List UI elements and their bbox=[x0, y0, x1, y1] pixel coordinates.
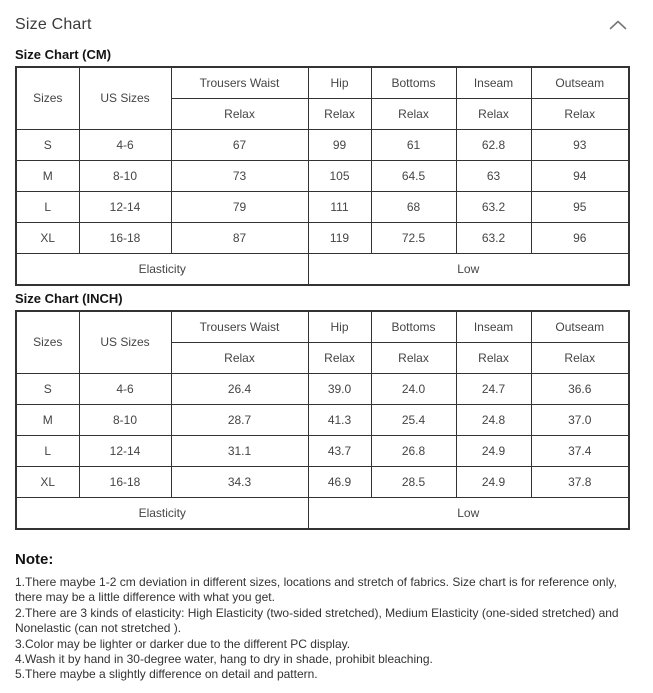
table-row bbox=[16, 191, 629, 222]
cell-value: 28.5 bbox=[371, 466, 456, 497]
cell-fit: Relax bbox=[171, 342, 308, 373]
cell-size: XL bbox=[16, 222, 79, 253]
table-caption-inch: Size Chart (INCH) bbox=[15, 291, 123, 306]
table-footer-row bbox=[16, 497, 629, 529]
cell-value: 63.2 bbox=[456, 191, 531, 222]
cell-fit: Relax bbox=[371, 98, 456, 129]
cell-value: 37.0 bbox=[531, 404, 629, 435]
cell-value: 105 bbox=[308, 160, 371, 191]
cell-value: 24.8 bbox=[456, 404, 531, 435]
cell-measure-header: Bottoms bbox=[371, 311, 456, 342]
size-chart-inch-table bbox=[15, 310, 630, 530]
cell-value: 64.5 bbox=[371, 160, 456, 191]
cell-value: 79 bbox=[171, 191, 308, 222]
cell-value: 67 bbox=[171, 129, 308, 160]
cell-fit: Relax bbox=[371, 342, 456, 373]
cell-measure-header: Trousers Waist bbox=[171, 311, 308, 342]
cell-value: 119 bbox=[308, 222, 371, 253]
note-title: Note: bbox=[15, 551, 54, 568]
table-header-row bbox=[16, 311, 629, 342]
cell-us-size: 16-18 bbox=[79, 466, 171, 497]
table-row bbox=[16, 435, 629, 466]
cell-value: 73 bbox=[171, 160, 308, 191]
cell-value: 41.3 bbox=[308, 404, 371, 435]
cell-value: 99 bbox=[308, 129, 371, 160]
cell-value: 93 bbox=[531, 129, 629, 160]
cell-us-size: 4-6 bbox=[79, 129, 171, 160]
table-caption-cm: Size Chart (CM) bbox=[15, 47, 112, 62]
size-chart-header-bar[interactable] bbox=[15, 16, 628, 34]
cell-elasticity-label: Elasticity bbox=[16, 253, 308, 285]
cell-measure-header: Outseam bbox=[531, 311, 629, 342]
cell-measure-header: Hip bbox=[308, 67, 371, 98]
cell-fit: Relax bbox=[171, 98, 308, 129]
cell-value: 24.0 bbox=[371, 373, 456, 404]
cell-fit: Relax bbox=[531, 342, 629, 373]
cell-value: 36.6 bbox=[531, 373, 629, 404]
cell-value: 46.9 bbox=[308, 466, 371, 497]
table-row bbox=[16, 466, 629, 497]
cell-size: XL bbox=[16, 466, 79, 497]
cell-us-size: 4-6 bbox=[79, 373, 171, 404]
note-item: 1.There maybe 1-2 cm deviation in different sizes, locations and stretch of fabrics. Size chart is for reference only, there may be a little difference with what you get. bbox=[15, 575, 617, 605]
cell-value: 24.9 bbox=[456, 435, 531, 466]
cell-measure-header: Hip bbox=[308, 311, 371, 342]
table-footer-row bbox=[16, 253, 629, 285]
size-chart-cm-table bbox=[15, 66, 630, 286]
cell-us-size: 16-18 bbox=[79, 222, 171, 253]
note-item: 2.There are 3 kinds of elasticity: High Elasticity (two-sided stretched), Medium Elasticity (one-sided stretched) and Nonelastic (can not stretched ). bbox=[15, 605, 619, 636]
cell-value: 72.5 bbox=[371, 222, 456, 253]
cell-value: 34.3 bbox=[171, 466, 308, 497]
panel-title: Size Chart bbox=[15, 16, 92, 33]
cell-value: 24.9 bbox=[456, 466, 531, 497]
cell-value: 94 bbox=[531, 160, 629, 191]
note-item: 4.Wash it by hand in 30-degree water, hang to dry in shade, prohibit bleaching. bbox=[15, 652, 433, 667]
cell-size: M bbox=[16, 404, 79, 435]
cell-measure-header: Outseam bbox=[531, 67, 629, 98]
cell-value: 63.2 bbox=[456, 222, 531, 253]
cell-size: S bbox=[16, 129, 79, 160]
table-header-row bbox=[16, 67, 629, 98]
cell-measure-header: Inseam bbox=[456, 311, 531, 342]
cell-us-sizes-header: US Sizes bbox=[79, 311, 171, 373]
cell-value: 61 bbox=[371, 129, 456, 160]
cell-value: 43.7 bbox=[308, 435, 371, 466]
cell-sizes-header: Sizes bbox=[16, 67, 79, 129]
cell-fit: Relax bbox=[308, 342, 371, 373]
cell-size: S bbox=[16, 373, 79, 404]
cell-elasticity-value: Low bbox=[308, 497, 629, 529]
cell-fit: Relax bbox=[308, 98, 371, 129]
cell-value: 24.7 bbox=[456, 373, 531, 404]
table-row bbox=[16, 373, 629, 404]
cell-value: 28.7 bbox=[171, 404, 308, 435]
cell-measure-header: Bottoms bbox=[371, 67, 456, 98]
cell-value: 62.8 bbox=[456, 129, 531, 160]
cell-us-size: 12-14 bbox=[79, 191, 171, 222]
cell-size: M bbox=[16, 160, 79, 191]
cell-fit: Relax bbox=[531, 98, 629, 129]
table-row bbox=[16, 404, 629, 435]
note-section bbox=[15, 551, 645, 683]
cell-size: L bbox=[16, 435, 79, 466]
cell-elasticity-label: Elasticity bbox=[16, 497, 308, 529]
cell-us-size: 12-14 bbox=[79, 435, 171, 466]
cell-size: L bbox=[16, 191, 79, 222]
cell-measure-header: Trousers Waist bbox=[171, 67, 308, 98]
cell-fit: Relax bbox=[456, 342, 531, 373]
cell-elasticity-value: Low bbox=[308, 253, 629, 285]
cell-us-size: 8-10 bbox=[79, 160, 171, 191]
cell-value: 37.4 bbox=[531, 435, 629, 466]
table-row bbox=[16, 160, 629, 191]
cell-value: 25.4 bbox=[371, 404, 456, 435]
cell-value: 87 bbox=[171, 222, 308, 253]
cell-value: 37.8 bbox=[531, 466, 629, 497]
cell-us-size: 8-10 bbox=[79, 404, 171, 435]
cell-measure-header: Inseam bbox=[456, 67, 531, 98]
table-row bbox=[16, 129, 629, 160]
cell-value: 68 bbox=[371, 191, 456, 222]
cell-fit: Relax bbox=[456, 98, 531, 129]
note-item: 5.There maybe a slightly difference on detail and pattern. bbox=[15, 667, 318, 682]
cell-value: 26.4 bbox=[171, 373, 308, 404]
cell-value: 26.8 bbox=[371, 435, 456, 466]
cell-sizes-header: Sizes bbox=[16, 311, 79, 373]
cell-us-sizes-header: US Sizes bbox=[79, 67, 171, 129]
cell-value: 111 bbox=[308, 191, 371, 222]
cell-value: 63 bbox=[456, 160, 531, 191]
cell-value: 95 bbox=[531, 191, 629, 222]
cell-value: 39.0 bbox=[308, 373, 371, 404]
cell-value: 96 bbox=[531, 222, 629, 253]
chevron-up-icon[interactable] bbox=[608, 19, 628, 31]
cell-value: 31.1 bbox=[171, 435, 308, 466]
table-row bbox=[16, 222, 629, 253]
note-item: 3.Color may be lighter or darker due to the different PC display. bbox=[15, 636, 351, 651]
